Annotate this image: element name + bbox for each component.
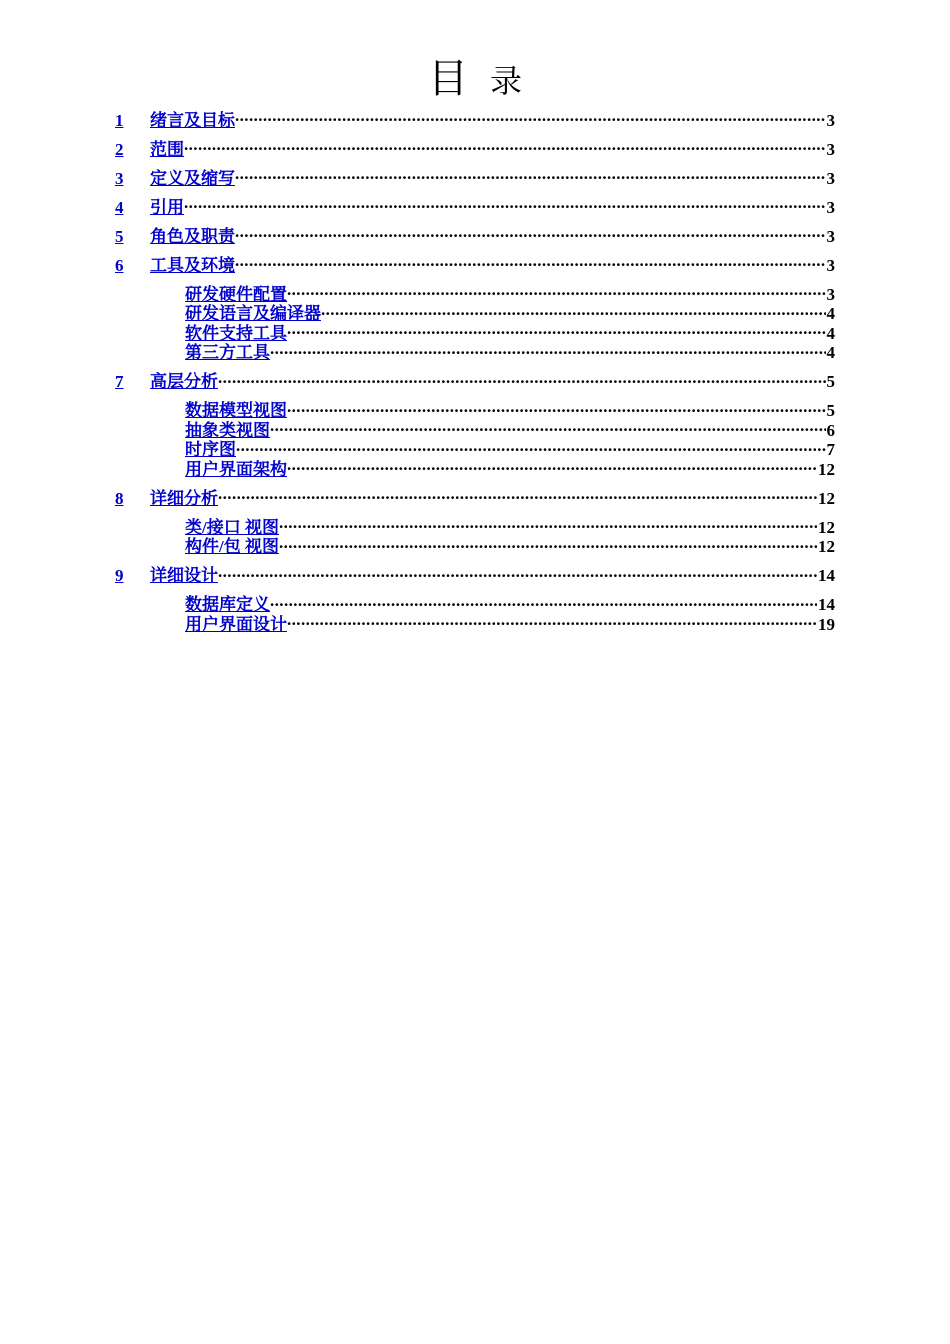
- toc-subentry-link[interactable]: 软件支持工具: [185, 323, 287, 343]
- toc-entry-link[interactable]: 角色及职责: [150, 226, 235, 246]
- toc-entry-link[interactable]: 引用: [150, 197, 184, 217]
- toc-page-number: 5: [826, 372, 835, 391]
- toc-entry-4[interactable]: [115, 193, 835, 217]
- toc-entry-number[interactable]: 5: [115, 226, 124, 246]
- toc-leader-dots: [270, 591, 817, 611]
- toc-subentry-8-1[interactable]: [115, 513, 835, 537]
- toc-entry-7[interactable]: [115, 368, 835, 391]
- toc-entry-number[interactable]: 4: [115, 197, 124, 217]
- toc-subentry-link[interactable]: 研发硬件配置: [185, 284, 287, 304]
- toc-subentry-link[interactable]: 用户界面架构: [185, 459, 287, 479]
- toc-title: [0, 54, 950, 106]
- toc-entry-number[interactable]: 7: [115, 372, 124, 391]
- toc-leader-dots: [184, 135, 826, 155]
- toc-entry-9[interactable]: [115, 562, 835, 585]
- toc-entry-3[interactable]: [115, 164, 835, 188]
- toc-entry-link[interactable]: 详细设计: [150, 566, 218, 585]
- toc-page-number: 5: [826, 401, 835, 420]
- toc-entry-number[interactable]: 3: [115, 168, 124, 188]
- toc-page-number: 3: [826, 139, 835, 159]
- toc-leader-dots: [279, 533, 817, 553]
- toc-subentry-7-1[interactable]: [115, 397, 835, 420]
- toc-page-number: 12: [818, 488, 835, 508]
- toc-entry-2[interactable]: [115, 135, 835, 159]
- toc-entry-8[interactable]: [115, 484, 835, 508]
- toc-leader-dots: [235, 222, 826, 242]
- toc-leader-dots: [279, 513, 817, 533]
- toc-leader-dots: [287, 319, 826, 339]
- toc-entry-link[interactable]: 详细分析: [150, 488, 218, 508]
- toc-leader-dots: [235, 164, 826, 184]
- toc-subentry-6-1[interactable]: [115, 280, 835, 304]
- toc-page-number: 3: [826, 226, 835, 246]
- toc-leader-dots: [236, 436, 826, 456]
- toc-page-number: 3: [826, 197, 835, 217]
- toc-leader-dots: [270, 339, 826, 359]
- toc-leader-dots: [218, 562, 817, 582]
- toc-page-number: 4: [826, 323, 835, 343]
- toc-entry-number[interactable]: 8: [115, 488, 124, 508]
- toc-leader-dots: [235, 251, 826, 271]
- toc-page-number: 3: [826, 110, 835, 130]
- toc-subentry-link[interactable]: 数据模型视图: [185, 401, 287, 420]
- toc-title-char-2: 录: [489, 63, 522, 99]
- toc-page-number: 12: [818, 517, 835, 537]
- toc-leader-dots: [287, 455, 817, 475]
- toc-entry-link[interactable]: 绪言及目标: [150, 110, 235, 130]
- toc-page-number: 12: [818, 459, 835, 479]
- toc-leader-dots: [321, 300, 826, 320]
- toc-page-number: 12: [818, 537, 835, 556]
- toc-entry-link[interactable]: 工具及环境: [150, 255, 235, 275]
- toc-leader-dots: [287, 610, 817, 630]
- toc-page-number: 4: [826, 343, 835, 362]
- toc-page-number: 19: [818, 614, 835, 634]
- toc-subentry-link[interactable]: 研发语言及编译器: [185, 304, 321, 323]
- toc-entry-link[interactable]: 范围: [150, 139, 184, 159]
- toc-page-number: 7: [826, 440, 835, 459]
- toc-leader-dots: [184, 193, 826, 213]
- toc-page-number: 3: [826, 284, 835, 304]
- toc-title-char-1: 目: [427, 56, 468, 101]
- toc-leader-dots: [235, 106, 826, 126]
- toc-entry-number[interactable]: 9: [115, 566, 124, 585]
- toc-subentry-9-1[interactable]: [115, 591, 835, 614]
- toc-entry-number[interactable]: 2: [115, 139, 124, 159]
- toc-entry-link[interactable]: 定义及缩写: [150, 168, 235, 188]
- toc-page-number: 14: [818, 566, 835, 585]
- toc-entry-5[interactable]: [115, 222, 835, 246]
- toc-entry-link[interactable]: 高层分析: [150, 372, 218, 391]
- toc-page-number: 3: [826, 255, 835, 275]
- toc-subentry-link[interactable]: 抽象类视图: [185, 420, 270, 440]
- toc-entry-6[interactable]: [115, 251, 835, 275]
- toc-entry-1[interactable]: [115, 106, 835, 130]
- toc-page-number: 14: [818, 595, 835, 614]
- toc-leader-dots: [218, 368, 826, 388]
- toc-leader-dots: [287, 397, 826, 417]
- toc-subentry-link[interactable]: 用户界面设计: [185, 614, 287, 634]
- toc-subentry-link[interactable]: 构件/包 视图: [185, 537, 279, 556]
- toc-subentry-link[interactable]: 时序图: [185, 440, 236, 459]
- toc-leader-dots: [287, 280, 826, 300]
- toc-page-number: 4: [826, 304, 835, 323]
- toc-entry-number[interactable]: 6: [115, 255, 124, 275]
- toc-entry-number[interactable]: 1: [115, 110, 124, 130]
- toc-subentry-link[interactable]: 数据库定义: [185, 595, 270, 614]
- toc-list: [115, 106, 835, 634]
- toc-page-number: 6: [826, 420, 835, 440]
- toc-leader-dots: [270, 416, 826, 436]
- toc-subentry-link[interactable]: 第三方工具: [185, 343, 270, 362]
- toc-leader-dots: [218, 484, 817, 504]
- toc-subentry-link[interactable]: 类/接口 视图: [185, 517, 279, 537]
- toc-page-number: 3: [826, 168, 835, 188]
